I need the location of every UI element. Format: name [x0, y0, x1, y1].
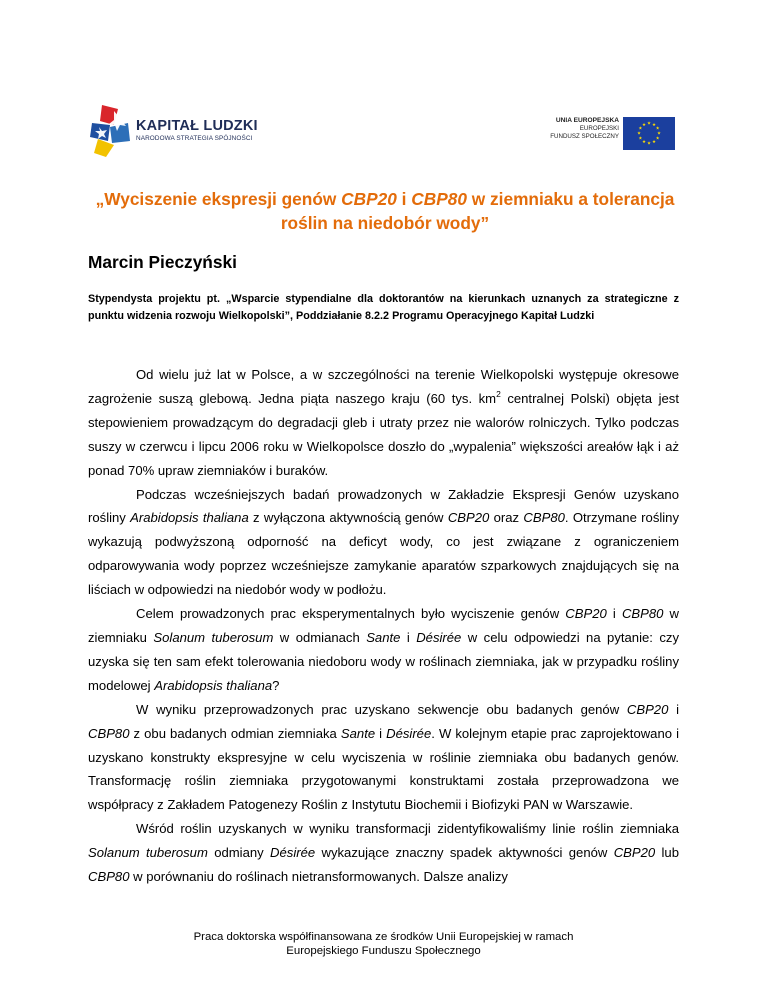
p2-italic-2: CBP20	[447, 510, 490, 526]
p3-italic-6: Arabidopsis thaliana	[154, 677, 273, 693]
svg-text:★: ★	[656, 131, 662, 137]
p5-text-d: lub	[655, 845, 679, 861]
p4-text-e: . W kolejnym etapie prac zaprojektowano i uzyskano konstrukty ekspresyjne w celu wyciszenia w roślinie ziemniaka obu badanych genów. Transformację roślin ziemniaka przygotowanymi konstruktami została przeprowadzona we współpracy z Zakładem Patogenezy Roślin z Instytutu Biochemii i Biofizyki PAN w Warszawie.	[88, 725, 679, 813]
p2-text-d: . Otrzymane rośliny wykazują podwyższoną odporność na deficyt wody, co jest związane z ograniczeniem odparowywania wody poprzez wcześniejsze zamykanie aparatów szparkowych znajdujących się na liściach w odpowiedzi na niedobór wody w podłożu.	[88, 510, 680, 598]
p3-italic-1: CBP20	[565, 606, 607, 622]
paragraph-2	[88, 483, 679, 603]
svg-text:★: ★	[646, 141, 652, 147]
p2-italic-1: Arabidopsis thaliana	[130, 510, 249, 526]
p3-text-e: i	[400, 629, 417, 645]
kl-logo-subtitle: NARODOWA STRATEGIA SPÓJNOŚCI	[136, 135, 253, 142]
p5-italic-2: Désirée	[270, 845, 316, 861]
eu-line-2: EUROPEJSKI	[579, 125, 619, 132]
p3-text-g: ?	[272, 677, 280, 693]
p5-italic-4: CBP80	[88, 869, 130, 885]
kl-logo-title: KAPITAŁ LUDZKI	[136, 118, 258, 134]
eu-line-1: UNIA EUROPEJSKA	[555, 117, 619, 124]
stipend-note: Stypendysta projektu pt. „Wsparcie stypendialne dla doktorantów na kierunkach uznanych za strategiczne z punktu widzenia rozwoju Wielkopolski”, Poddziałanie 8.2.2 Programu Operacyjnego Kapitał Ludzki	[88, 293, 679, 322]
svg-text:★: ★	[646, 121, 652, 127]
p2-italic-3: CBP80	[523, 510, 565, 526]
title-gene-cbp80: CBP80	[411, 189, 467, 209]
p3-text-d: w odmianach	[273, 629, 367, 645]
page-footer	[88, 930, 679, 958]
p5-text-e: w porównaniu do roślinach nietransformowanych. Dalsze analizy	[129, 869, 508, 885]
paragraph-5	[88, 817, 679, 889]
paragraph-3	[88, 602, 679, 698]
author-name: Marcin Pieczyński	[88, 252, 237, 272]
p3-italic-5: Désirée	[416, 629, 462, 645]
document-title	[90, 187, 680, 235]
footer-line-1: Praca doktorska współfinansowana ze środków Unii Europejskiej w ramach	[193, 931, 574, 943]
p3-italic-4: Sante	[366, 629, 401, 645]
eu-flag-icon	[623, 117, 675, 150]
kapital-ludzki-emblem-icon	[88, 103, 134, 157]
eu-efs-logo	[515, 115, 675, 151]
p3-text-f: w celu odpowiedzi na pytanie: czy uzyska się ten sam efekt tolerowania niedoboru wody w roślinach ziemniaka, jak w przypadku rośliny modelowej	[88, 629, 679, 693]
p4-text-d: i	[375, 725, 387, 741]
p3-text-a: Celem prowadzonych prac eksperymentalnych było wyciszenie genów	[136, 606, 566, 622]
p3-italic-3: Solanum tuberosum	[153, 629, 274, 645]
footer-line-2: Europejskiego Funduszu Społecznego	[286, 945, 481, 957]
eu-line-3: FUNDUSZ SPOŁECZNY	[550, 133, 619, 140]
p3-text-c: w ziemniaku	[88, 606, 680, 645]
p5-text-b: odmiany	[207, 845, 271, 861]
p5-text-a: Wśród roślin uzyskanych w wyniku transformacji zidentyfikowaliśmy linie roślin ziemniaka	[136, 821, 679, 837]
title-gene-cbp20: CBP20	[341, 189, 397, 209]
p4-italic-1: CBP20	[626, 701, 669, 717]
svg-text:★: ★	[651, 140, 657, 145]
title-text-2: i	[396, 189, 412, 209]
p1-superscript: 2	[496, 388, 501, 399]
kapital-ludzki-logo	[88, 103, 278, 157]
p1-text-b: centralnej Polski) objęta jest stepowieniem prowadzącym do degradacji gleb i utraty przez nie walorów rolniczych. Tylko podczas suszy w czerwcu i lipcu 2006 roku w Wielkopolsce doszło do „wypalenia” większości areałów łąk i aż ponad 70% upraw ziemniaków i buraków.	[88, 390, 679, 478]
svg-text:★: ★	[636, 131, 642, 137]
body-text	[88, 363, 679, 889]
svg-text:★: ★	[655, 136, 660, 142]
svg-text:★: ★	[638, 136, 643, 142]
p2-text-a: Podczas wcześniejszych badań prowadzonych w Zakładzie Ekspresji Genów uzyskano rośliny	[88, 486, 679, 526]
p2-text-b: z wyłączona aktywnością genów	[248, 510, 448, 526]
title-text-1: „Wyciszenie ekspresji genów	[95, 189, 342, 209]
p3-italic-2: CBP80	[621, 606, 664, 622]
p4-text-b: i	[668, 701, 679, 717]
p4-italic-2: CBP80	[88, 725, 130, 741]
p5-italic-1: Solanum tuberosum	[88, 845, 208, 861]
p4-italic-3: Sante	[340, 725, 376, 741]
svg-text:★: ★	[638, 126, 643, 132]
p5-italic-3: CBP20	[613, 845, 656, 861]
title-text-3: w ziemniaku a tolerancja roślin na niedobór wody”	[280, 189, 675, 233]
paragraph-4	[88, 698, 679, 818]
svg-text:★: ★	[641, 140, 647, 145]
p4-italic-4: Désirée	[386, 725, 432, 741]
p3-text-b: i	[606, 606, 622, 622]
p4-text-c: z obu badanych odmian ziemniaka	[129, 725, 341, 741]
svg-text:★: ★	[641, 122, 647, 128]
p1-text-a: Od wielu już lat w Polsce, a w szczególności na terenie Wielkopolski występuje okresowe zagrożenie suszą glebową. Jedna piąta naszego kraju (60 tys. km	[88, 367, 679, 406]
p5-text-c: wykazujące znaczny spadek aktywności genów	[315, 845, 614, 861]
p4-text-a: W wyniku przeprowadzonych prac uzyskano sekwencje obu badanych genów	[136, 701, 627, 717]
svg-text:★: ★	[655, 126, 660, 132]
p2-text-c: oraz	[489, 510, 524, 526]
svg-text:★: ★	[651, 122, 657, 128]
paragraph-1	[88, 363, 679, 483]
